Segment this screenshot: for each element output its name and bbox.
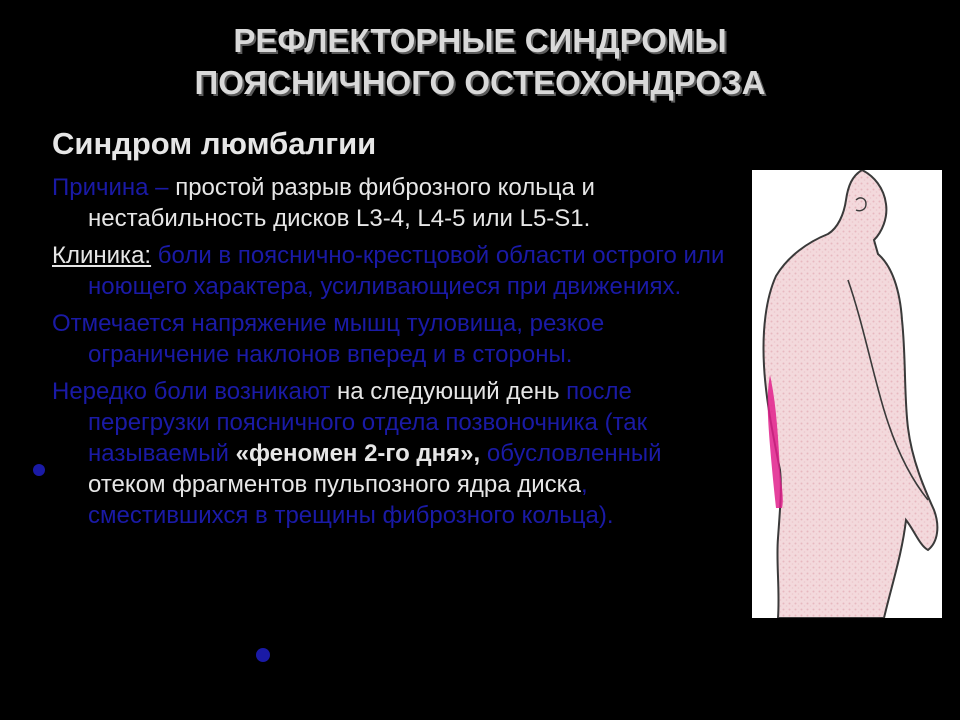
second-day-part-2: на следующий день <box>330 378 560 405</box>
cause-text: простой разрыв фиброзного кольца и нестабильность дисков L3-4, L4-5 или L5-S1. <box>88 174 595 232</box>
second-day-part-1: Нередко боли возникают <box>52 378 331 405</box>
cause-label: Причина – <box>52 174 176 201</box>
standing-man-illustration-icon <box>752 170 942 618</box>
second-day-phenomenon: «феномен 2-го дня», <box>235 440 481 467</box>
title-line-1: РЕФЛЕКТОРНЫЕ СИНДРОМЫ <box>233 22 727 59</box>
bullet-dot <box>256 648 270 662</box>
section-heading: Синдром люмбалгии <box>52 126 377 161</box>
paragraph-signs <box>52 308 732 370</box>
paragraph-second-day <box>52 376 732 531</box>
signs-text: Отмечается напряжение мышц туловища, резкое ограничение наклонов вперед и в стороны. <box>52 310 605 368</box>
paragraph-cause <box>52 172 732 234</box>
title-line-2: ПОЯСНИЧНОГО ОСТЕОХОНДРОЗА <box>194 64 766 101</box>
clinic-text: боли в пояснично-крестцовой области острого или ноющего характера, усиливающиеся при движениях. <box>88 242 725 300</box>
second-day-part-6: отеком фрагментов пульпозного ядра диска <box>88 471 582 498</box>
body-silhouette <box>764 170 938 618</box>
second-day-part-7: , сместившихся в трещины фиброзного кольца). <box>88 471 614 529</box>
slide-title <box>0 20 960 104</box>
second-day-part-5: обусловленный <box>480 440 662 467</box>
body-figure-svg <box>752 170 942 618</box>
clinic-label: Клиника: <box>52 242 152 269</box>
second-day-part-3: после перегрузки поясничного отдела позвоночника (так называемый <box>88 378 648 467</box>
slide-body <box>52 172 732 537</box>
paragraph-clinic <box>52 240 732 302</box>
bullet-dot <box>33 464 45 476</box>
